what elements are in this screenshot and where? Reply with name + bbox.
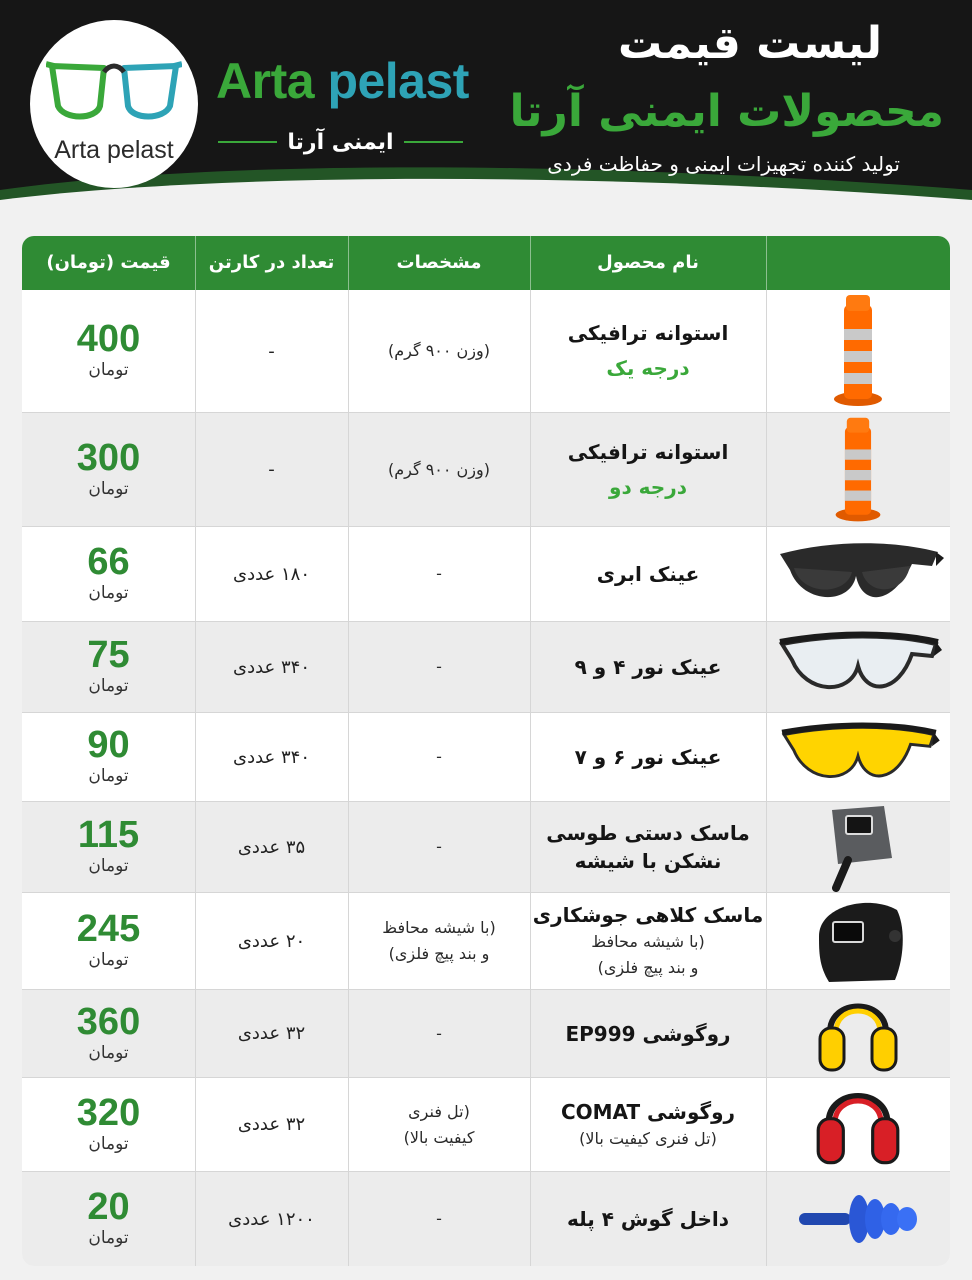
product-spec: - [436,657,442,676]
qty-per-carton: - [268,459,275,480]
qty-per-carton: ۲۰ عددی [237,930,306,952]
table-row [22,1172,950,1266]
product-name: استوانه ترافیکی [567,439,729,464]
logo [30,20,198,188]
product-name-line2: نشکن با شیشه [574,849,722,873]
divider [348,290,349,1266]
clear-safety-glasses-icon [774,630,942,704]
price-currency: تومان [88,1133,129,1154]
product-name-note: و بند پیچ فلزی) [597,958,699,977]
product-name: عینک نور ۶ و ۷ [574,745,722,769]
red-earmuffs-icon [814,1081,902,1169]
product-spec-line2: کیفیت بالا) [403,1127,475,1147]
brand-title [216,52,469,110]
divider [530,290,531,1266]
product-image [766,802,950,892]
product-spec-line2: و بند پیچ فلزی) [388,944,490,963]
product-spec: (تل فنری [408,1101,470,1121]
price-value: 300 [76,436,141,479]
price-value: 20 [87,1186,130,1228]
brand-title-part2: pelast [327,53,469,109]
ear-plug-icon [795,1189,921,1249]
divider [766,290,767,1266]
product-image [766,413,950,526]
table-row [22,893,950,989]
header [0,0,972,215]
qty-per-carton: ۳۵ عددی [237,836,306,858]
product-grade: درجه دو [609,474,687,499]
product-spec: - [436,747,442,766]
product-image [766,713,950,801]
qty-per-carton: ۳۴۰ عددی [232,656,311,678]
brand-subtitle-row [218,125,463,159]
brand-subtitle: ایمنی آرتا [287,129,394,155]
product-name: عینک نور ۴ و ۹ [574,655,722,679]
product-image [766,290,950,412]
product-spec: - [436,1209,442,1228]
price-value: 245 [76,908,141,950]
table-row [22,527,950,621]
product-name: عینک ابری [596,562,700,586]
price-currency: تومان [88,766,129,786]
price-value: 66 [87,541,130,583]
glasses-logo-icon [46,58,182,130]
qty-per-carton: ۳۲ عددی [237,1023,306,1044]
product-spec: - [436,837,442,856]
qty-per-carton: ۱۲۰۰ عددی [228,1208,315,1230]
product-spec: - [436,1023,442,1043]
product-spec: (وزن ۹۰۰ گرم) [388,341,490,360]
price-value: 320 [76,1091,141,1134]
page-title-secondary: محصولات ایمنی آرتا [509,86,944,137]
divider [766,236,767,290]
page-title: لیست قیمت [618,18,882,69]
price-value: 75 [87,634,130,676]
qty-per-carton: ۱۸۰ عددی [232,563,311,585]
product-name-note: (تل فنری کیفیت بالا) [579,1128,717,1148]
table-header [22,236,950,290]
table-row [22,802,950,892]
header-specs: مشخصات [396,252,482,273]
traffic-bollard-icon [828,295,888,407]
product-spec: (با شیشه محافظ [382,918,496,937]
product-spec: (وزن ۹۰۰ گرم) [388,459,490,479]
divider [530,236,531,290]
product-name: داخل گوش ۴ پله [566,1207,730,1231]
page-tagline: تولید کننده تجهیزات ایمنی و حفاظت فردی [547,152,900,176]
header-price: قیمت (تومان) [46,252,171,273]
price-currency: تومان [88,478,129,499]
product-name-note: (با شیشه محافظ [591,932,705,951]
qty-per-carton: ۳۴۰ عددی [232,746,311,768]
product-image [766,527,950,621]
divider [195,290,196,1266]
divider [218,141,277,143]
product-name: روگوشی COMAT [560,1099,736,1124]
product-grade: درجه یک [606,356,690,380]
qty-per-carton: ۳۲ عددی [237,1114,306,1135]
price-currency: تومان [88,360,129,380]
product-image [766,1172,950,1266]
table-row [22,622,950,712]
price-currency: تومان [88,856,129,876]
price-currency: تومان [88,950,129,970]
table-row [22,413,950,526]
price-value: 400 [76,318,141,360]
table-row [22,1078,950,1171]
divider [404,141,463,143]
product-image [766,1078,950,1171]
product-image [766,893,950,989]
divider [348,236,349,290]
price-table [22,236,950,1266]
price-currency: تومان [88,676,129,696]
divider [195,236,196,290]
yellow-earmuffs-icon [816,992,900,1076]
price-value: 90 [87,724,130,766]
brand-title-part1: Arta [216,53,315,109]
product-name: ماسک دستی طوسی [546,821,750,845]
yellow-safety-glasses-icon [774,721,942,793]
qty-per-carton: - [268,340,275,362]
logo-text: Arta pelast [54,136,174,164]
table-row [22,990,950,1077]
product-image [766,990,950,1077]
table-row [22,290,950,412]
product-spec: - [436,564,442,583]
header-qty-per-carton: تعداد در کارتن [208,252,335,273]
price-currency: تومان [88,1042,129,1063]
header-product-name: نام محصول [597,252,699,273]
price-currency: تومان [88,583,129,603]
dark-safety-glasses-icon [772,536,944,612]
price-value: 360 [76,1000,141,1043]
price-currency: تومان [88,1228,129,1248]
product-name: استوانه ترافیکی [567,321,729,345]
traffic-bollard-icon [830,417,886,523]
product-image [766,622,950,712]
product-name: ماسک کلاهی جوشکاری [532,903,764,927]
price-value: 115 [77,814,140,856]
hand-welding-mask-icon [818,802,898,892]
product-name: روگوشی EP999 [565,1021,731,1046]
welding-helmet-icon [809,896,907,986]
table-row [22,713,950,801]
